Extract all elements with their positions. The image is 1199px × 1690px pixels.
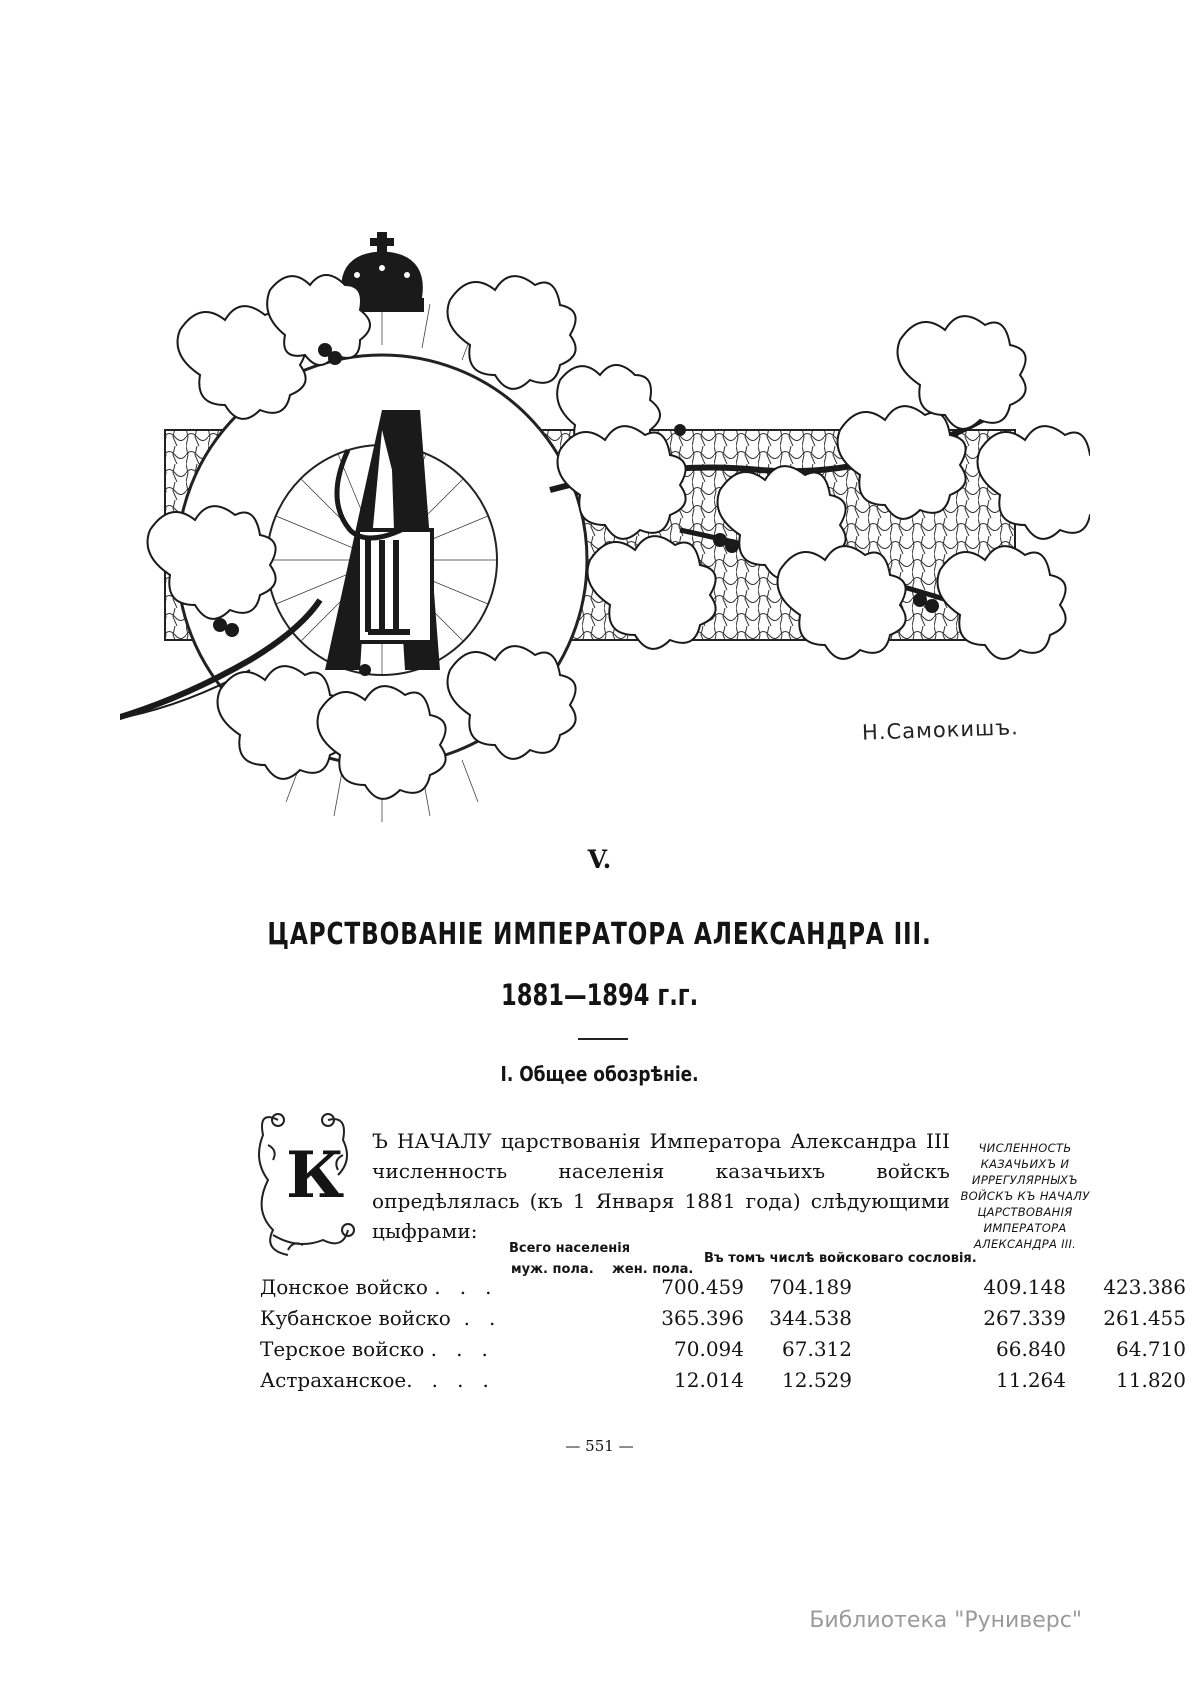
header-military-estate: Въ томъ числѣ войсковаго сословія. [704,1251,977,1266]
margin-note: ЧИСЛЕННОСТЬ КАЗАЧЬИХЪ И ИРРЕГУЛЯРНЫХЪ ВОЙСКЪ КЪ НАЧАЛУ ЦАРСТВОВАНІЯ ИМПЕРАТОРА АЛЕКСАНДРА III. [960,1141,1090,1251]
cell-estate-male: 409.148 [983,1275,1066,1299]
cell-estate-female: 64.710 [1116,1337,1186,1361]
chapter-title: ЦАРСТВОВАНІЕ ИМПЕРАТОРА АЛЕКСАНДРА III. [267,917,932,952]
cell-male: 700.459 [661,1275,744,1299]
section-heading: I. Общее обозрѣніе. [500,1062,699,1086]
row-name: Донское войско . . . [260,1275,492,1299]
table-row [260,1306,1186,1337]
population-table [260,1275,1186,1399]
dropcap-letter: К [286,1138,345,1213]
vignette-illustration [120,230,1090,890]
cell-male: 365.396 [661,1306,744,1330]
cell-male: 70.094 [674,1337,744,1361]
cell-estate-female: 423.386 [1103,1275,1186,1299]
intro-paragraph: Ъ НАЧАЛУ царствованія Императора Александра III численность населенія казачьихъ войскъ опредѣлялась (къ 1 Января 1881 года) слѣдующими цыфрами: [372,1129,950,1243]
cell-female: 67.312 [782,1337,852,1361]
cell-estate-male: 11.264 [996,1368,1066,1392]
header-total-population: Всего населенія [509,1241,631,1256]
cell-estate-female: 11.820 [1116,1368,1186,1392]
cell-estate-female: 261.455 [1103,1306,1186,1330]
cell-estate-male: 66.840 [996,1337,1066,1361]
header-female: жен. пола. [612,1262,694,1277]
page-number: — 551 — [565,1437,634,1455]
table-row [260,1368,1186,1399]
cell-female: 12.529 [782,1368,852,1392]
cell-female: 344.538 [769,1306,852,1330]
row-name: Кубанское войско . . [260,1306,496,1330]
row-name: Астраханское. . . . [260,1368,489,1392]
chapter-number: V. [587,845,612,874]
cell-male: 12.014 [674,1368,744,1392]
dropcap-ornament [248,1100,358,1260]
table-row [260,1337,1186,1368]
library-watermark: Библиотека "Руниверс" [809,1608,1082,1633]
table-row [260,1275,1186,1306]
artist-signature: Н.Самокишъ. [861,715,1020,745]
chapter-years: 1881—1894 г.г. [500,978,699,1012]
header-male: муж. пола. [511,1262,594,1277]
row-name: Терское войско . . . [260,1337,488,1361]
cell-estate-male: 267.339 [983,1306,1066,1330]
divider [578,1038,628,1040]
cell-female: 704.189 [769,1275,852,1299]
